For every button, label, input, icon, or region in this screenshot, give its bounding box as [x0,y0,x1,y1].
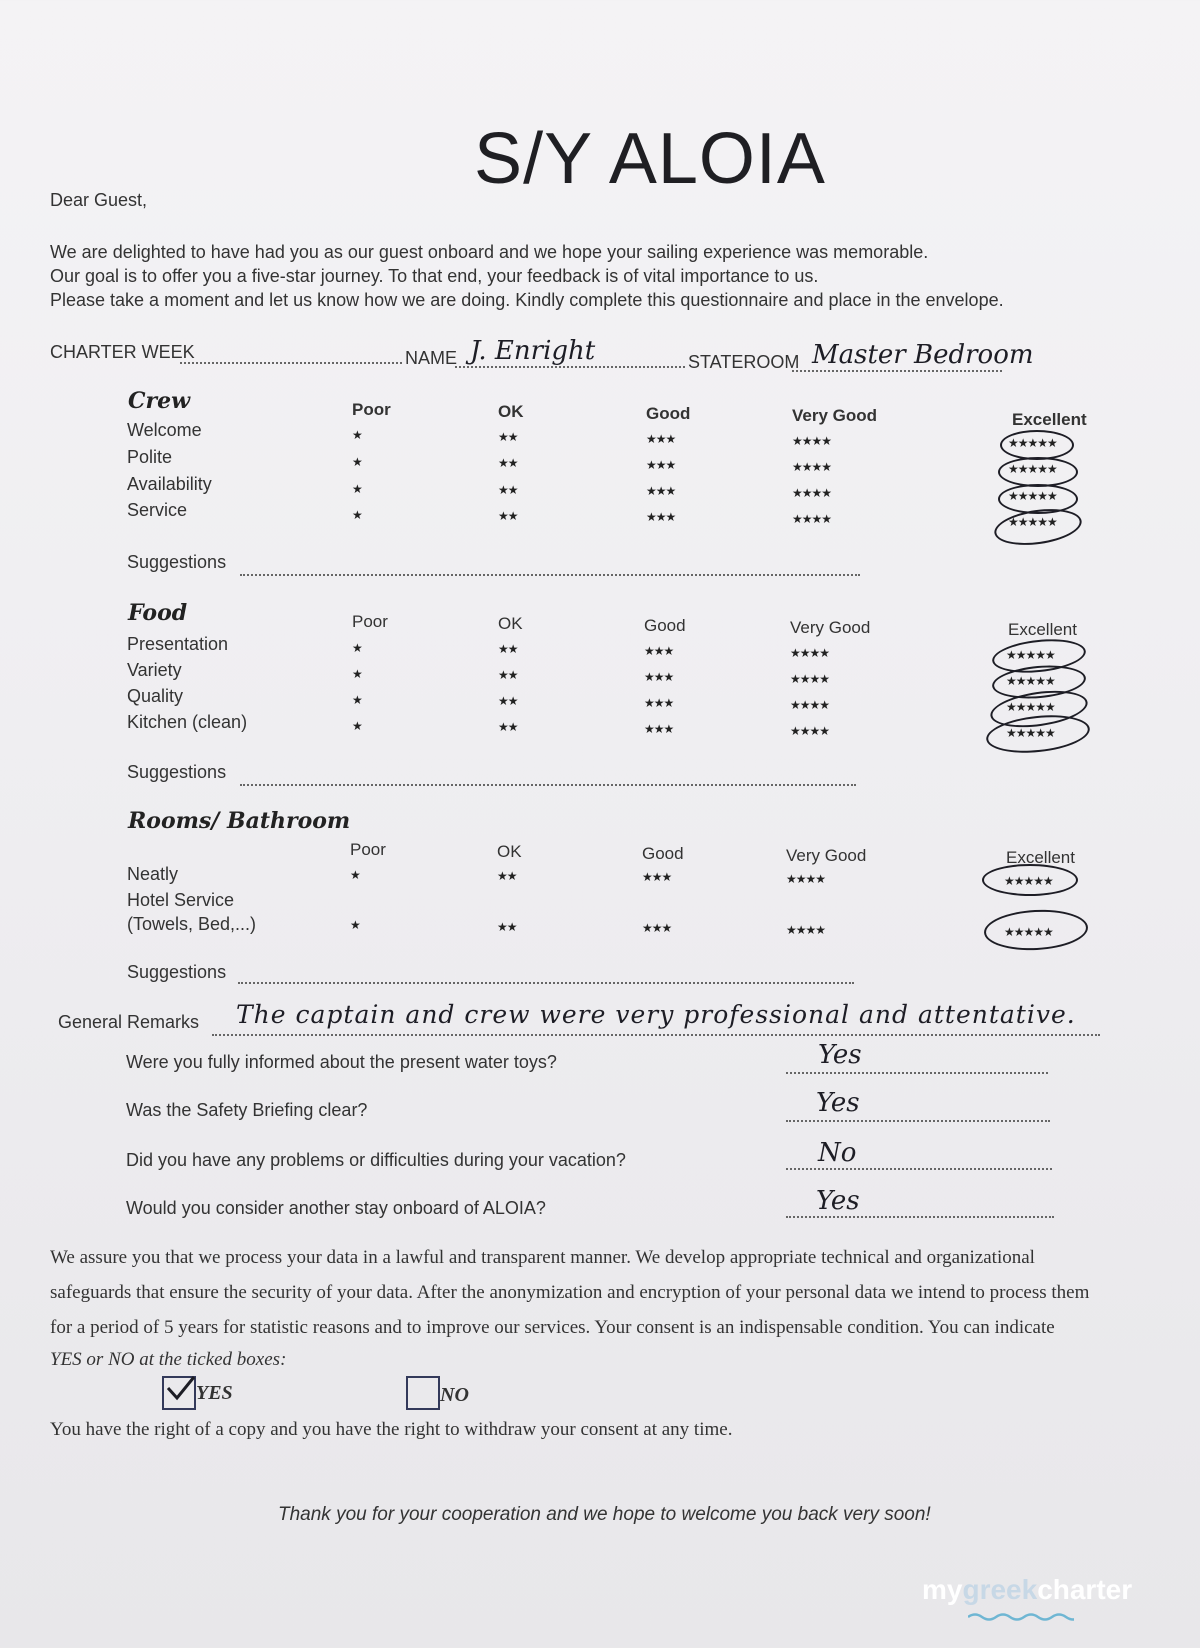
rating-star-good[interactable]: ★★★ [646,432,676,446]
crew-very-good-header: Very Good [792,406,878,425]
rating-star-excellent[interactable]: ★★★★★ [1006,700,1055,714]
rating-star-poor[interactable]: ★ [352,455,362,469]
rating-star-very-good[interactable]: ★★★★ [790,672,830,686]
rating-star-excellent[interactable]: ★★★★★ [1004,874,1053,888]
crew-item-label: Welcome [127,420,202,440]
crew-suggestions-label: Suggestions [127,552,227,572]
rooms-good-header: Good [642,844,684,863]
charter-week-field[interactable] [180,362,402,364]
rating-star-poor[interactable]: ★ [352,693,362,707]
wave-icon [968,1612,1074,1622]
rooms-item-label: (Towels, Bed,...) [127,914,257,934]
rating-star-good[interactable]: ★★★ [644,696,674,710]
rating-star-excellent[interactable]: ★★★★★ [1006,726,1055,740]
rooms-poor-header: Poor [350,840,386,859]
greeting: Dear Guest, [50,190,148,210]
answer-field[interactable] [786,1120,1050,1122]
no-label: NO [440,1384,469,1406]
rating-star-poor[interactable]: ★ [352,719,362,733]
stateroom-field[interactable] [792,370,1002,372]
rating-star-good[interactable]: ★★★ [642,870,672,884]
watermark-greek: greek [962,1574,1038,1605]
yes-checkbox[interactable] [162,1376,196,1410]
name-label: NAME [405,348,458,368]
intro-line-3: Please take a moment and let us know how we are doing. Kindly complete this questionnaire and place in the envelope. [50,290,1004,310]
rating-star-ok[interactable]: ★★ [498,642,518,656]
rating-star-excellent[interactable]: ★★★★★ [1008,462,1057,476]
food-item-label: Presentation [127,634,229,654]
watermark-logo [922,1574,1132,1606]
charter-week-label: CHARTER WEEK [50,342,195,362]
excellent-circle-mark [982,864,1078,896]
crew-item-label: Service [127,500,188,520]
thank-you-note: Thank you for your cooperation and we hope to welcome you back very soon! [278,1504,931,1525]
rating-star-ok[interactable]: ★★ [498,509,518,523]
crew-ok-header: OK [498,402,524,421]
rating-star-good[interactable]: ★★★ [646,484,676,498]
rating-star-poor[interactable]: ★ [352,641,362,655]
question-label: Was the Safety Briefing clear? [126,1100,368,1120]
question-label: Were you fully informed about the present water toys? [126,1052,557,1072]
rating-star-ok[interactable]: ★★ [498,694,518,708]
general-remarks-label: General Remarks [58,1012,200,1032]
rating-star-very-good[interactable]: ★★★★ [790,724,830,738]
question-label: Would you consider another stay onboard of ALOIA? [126,1198,546,1218]
food-excellent-header: Excellent [1008,620,1077,639]
consent-line-2: safeguards that ensure the security of your data. After the anonymization and encryption of your personal data we intend to process them [50,1282,1090,1303]
rating-star-very-good[interactable]: ★★★★ [792,512,832,526]
food-item-label: Variety [127,660,182,680]
answer-value: Yes [816,1186,860,1216]
consent-line-3: for a period of 5 years for statistic reasons and to improve our services. Your consent is an indispensable condition. You can indicate [50,1317,1055,1338]
answer-value: No [818,1138,857,1168]
food-very-good-header: Very Good [790,618,871,637]
rating-star-excellent[interactable]: ★★★★★ [1006,648,1055,662]
rating-star-excellent[interactable]: ★★★★★ [1008,436,1057,450]
rating-star-very-good[interactable]: ★★★★ [790,646,830,660]
rating-star-excellent[interactable]: ★★★★★ [1006,674,1055,688]
rating-star-good[interactable]: ★★★ [646,458,676,472]
excellent-circle-mark [983,907,1089,952]
crew-item-label: Availability [127,474,212,494]
consent-line-4: YES or NO at the ticked boxes: [50,1349,287,1370]
rating-star-poor[interactable]: ★ [352,667,362,681]
food-good-header: Good [644,616,686,635]
food-suggestions-label: Suggestions [127,762,227,782]
excellent-circle-mark [1000,430,1074,460]
rating-star-good[interactable]: ★★★ [646,510,676,524]
food-poor-header: Poor [352,612,388,631]
rating-star-very-good[interactable]: ★★★★ [790,698,830,712]
excellent-circle-mark [998,457,1078,487]
rating-star-good[interactable]: ★★★ [644,722,674,736]
rating-star-ok[interactable]: ★★ [498,483,518,497]
rating-star-ok[interactable]: ★★ [498,668,518,682]
watermark-charter: charter [1037,1574,1133,1605]
question-label: Did you have any problems or difficulties during your vacation? [126,1150,626,1170]
intro-line-2: Our goal is to offer you a five-star journey. To that end, your feedback is of vital importance to us. [50,266,819,286]
rooms-ok-header: OK [497,842,522,861]
checkmark-icon [164,1374,198,1404]
rating-star-ok[interactable]: ★★ [498,456,518,470]
rating-star-good[interactable]: ★★★ [642,921,672,935]
crew-item-label: Polite [127,447,173,467]
crew-excellent-header: Excellent [1012,410,1087,429]
name-field[interactable] [455,366,685,368]
rooms-suggestions-field[interactable] [238,982,854,984]
rating-star-excellent[interactable]: ★★★★★ [1008,489,1057,503]
rooms-item-label: Neatly [127,864,179,884]
rooms-very-good-header: Very Good [786,846,867,865]
stateroom-label: STATEROOM [688,352,800,372]
crew-good-header: Good [646,404,691,423]
rating-star-very-good[interactable]: ★★★★ [786,923,826,937]
name-value: J. Enright [470,336,596,366]
general-remarks-field[interactable] [212,1034,1100,1036]
answer-field[interactable] [786,1216,1054,1218]
answer-value: Yes [818,1040,862,1070]
rating-star-poor[interactable]: ★ [352,482,362,496]
intro-line-1: We are delighted to have had you as our guest onboard and we hope your sailing experience was memorable. [50,242,929,262]
food-item-label: Quality [127,686,184,706]
rating-star-excellent[interactable]: ★★★★★ [1008,515,1057,529]
rating-star-ok[interactable]: ★★ [498,720,518,734]
rating-star-poor[interactable]: ★ [350,868,360,882]
rating-star-good[interactable]: ★★★ [644,670,674,684]
page-title: S/Y ALOIA [474,119,826,199]
rooms-item-label: Hotel Service [127,890,235,910]
rating-star-very-good[interactable]: ★★★★ [792,434,832,448]
consent-rights: You have the right of a copy and you have the right to withdraw your consent at any time. [50,1419,733,1440]
answer-value: Yes [816,1088,860,1118]
rating-star-excellent[interactable]: ★★★★★ [1004,925,1053,939]
crew-poor-header: Poor [352,400,391,419]
rating-star-poor[interactable]: ★ [352,508,362,522]
food-item-label: Kitchen (clean) [127,712,248,732]
crew-suggestions-field[interactable] [240,574,860,576]
food-ok-header: OK [498,614,523,633]
answer-field[interactable] [786,1168,1052,1170]
no-checkbox[interactable] [406,1376,440,1410]
yes-label: YES [196,1382,233,1404]
rating-star-poor[interactable]: ★ [352,428,362,442]
rating-star-poor[interactable]: ★ [350,918,360,932]
rating-star-very-good[interactable]: ★★★★ [786,872,826,886]
rooms-excellent-header: Excellent [1006,848,1075,867]
crew-section-title: Crew [128,388,191,414]
food-suggestions-field[interactable] [240,784,856,786]
stateroom-value: Master Bedroom [812,340,1034,370]
rooms-section-title: Rooms/ Bathroom [128,808,351,834]
rating-star-ok[interactable]: ★★ [497,869,517,883]
consent-line-1: We assure you that we process your data in a lawful and transparent manner. We develop appropriate technical and organizational [50,1247,1035,1268]
rooms-suggestions-label: Suggestions [127,962,227,982]
rating-star-good[interactable]: ★★★ [644,644,674,658]
rating-star-very-good[interactable]: ★★★★ [792,486,832,500]
watermark-my: my [922,1574,963,1605]
rating-star-ok[interactable]: ★★ [497,920,517,934]
food-section-title: Food [128,600,188,626]
general-remarks-value: The captain and crew were very professional and attentative. [236,1000,1076,1029]
rating-star-ok[interactable]: ★★ [498,430,518,444]
excellent-circle-mark [992,504,1084,550]
rating-star-very-good[interactable]: ★★★★ [792,460,832,474]
answer-field[interactable] [786,1072,1048,1074]
